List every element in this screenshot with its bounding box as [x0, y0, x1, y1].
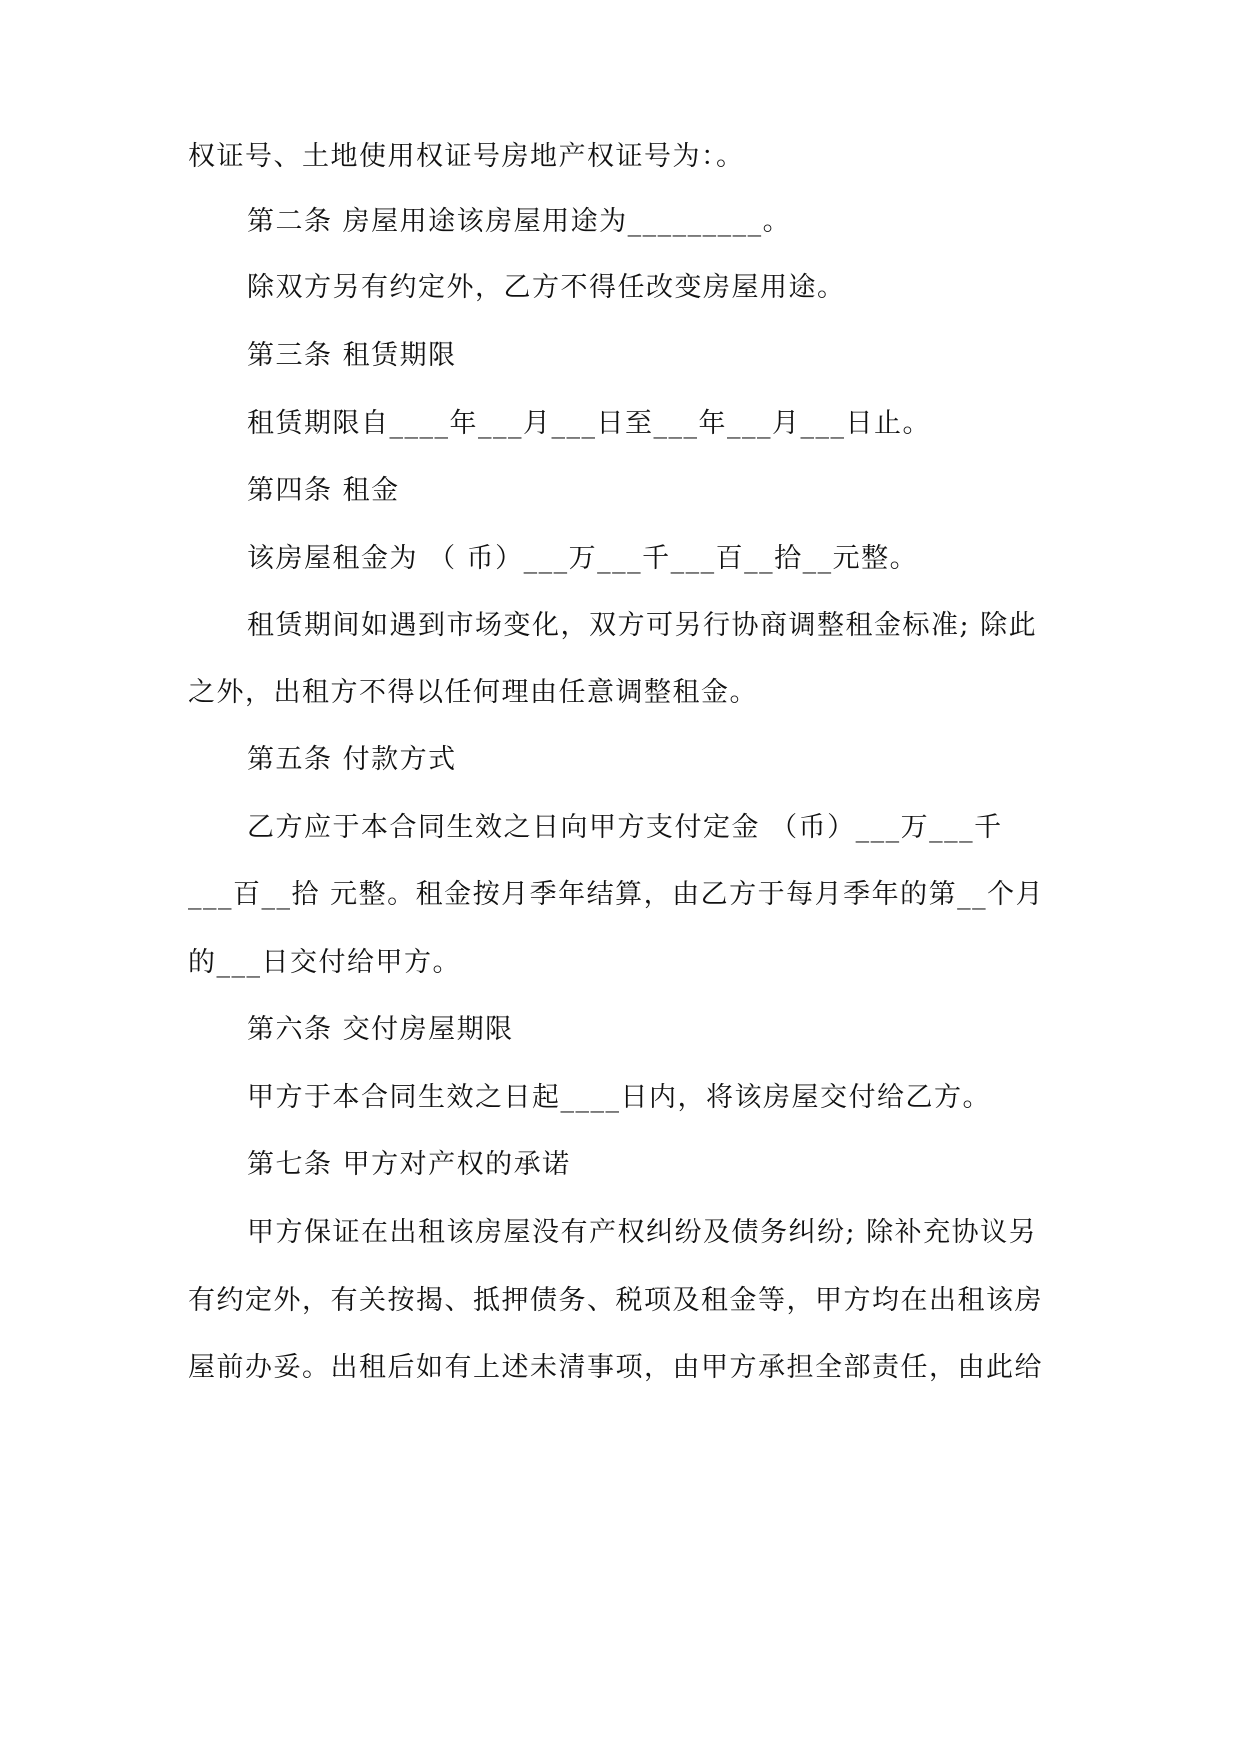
text-line: 租赁期限自____年___月___日至___年___月___日止。 — [247, 408, 931, 439]
text-line: ___百__拾 元整。租金按月季年结算，由乙方于每月季年的第__个月 — [188, 879, 1045, 910]
text-line: 乙方应于本合同生效之日向甲方支付定金 （币）___万___千 — [247, 812, 1003, 843]
text-line: 租赁期间如遇到市场变化，双方可另行协商调整租金标准; 除此 — [247, 610, 1038, 641]
text-line: 的___日交付给甲方。 — [188, 947, 461, 978]
article-heading: 第三条 租赁期限 — [247, 340, 457, 371]
article-heading: 第二条 房屋用途该房屋用途为_________。 — [247, 206, 792, 237]
text-line: 权证号、土地使用权证号房地产权证号为：。 — [188, 141, 745, 172]
article-heading: 第四条 租金 — [247, 475, 400, 506]
article-heading: 第七条 甲方对产权的承诺 — [247, 1149, 571, 1180]
text-line: 屋前办妥。出租后如有上述未清事项，由甲方承担全部责任，由此给 — [188, 1352, 1043, 1383]
article-heading: 第六条 交付房屋期限 — [247, 1014, 514, 1045]
text-line: 之外，出租方不得以任何理由任意调整租金。 — [188, 677, 758, 708]
text-line: 甲方于本合同生效之日起____日内，将该房屋交付给乙方。 — [247, 1082, 991, 1113]
article-heading: 第五条 付款方式 — [247, 744, 457, 775]
text-line: 该房屋租金为 （ 币）___万___千___百__拾__元整。 — [247, 543, 919, 574]
text-line: 甲方保证在出租该房屋没有产权纠纷及债务纠纷; 除补充协议另 — [247, 1217, 1038, 1248]
text-line: 有约定外，有关按揭、抵押债务、税项及租金等，甲方均在出租该房 — [188, 1285, 1043, 1316]
text-line: 除双方另有约定外，乙方不得任改变房屋用途。 — [247, 272, 846, 303]
